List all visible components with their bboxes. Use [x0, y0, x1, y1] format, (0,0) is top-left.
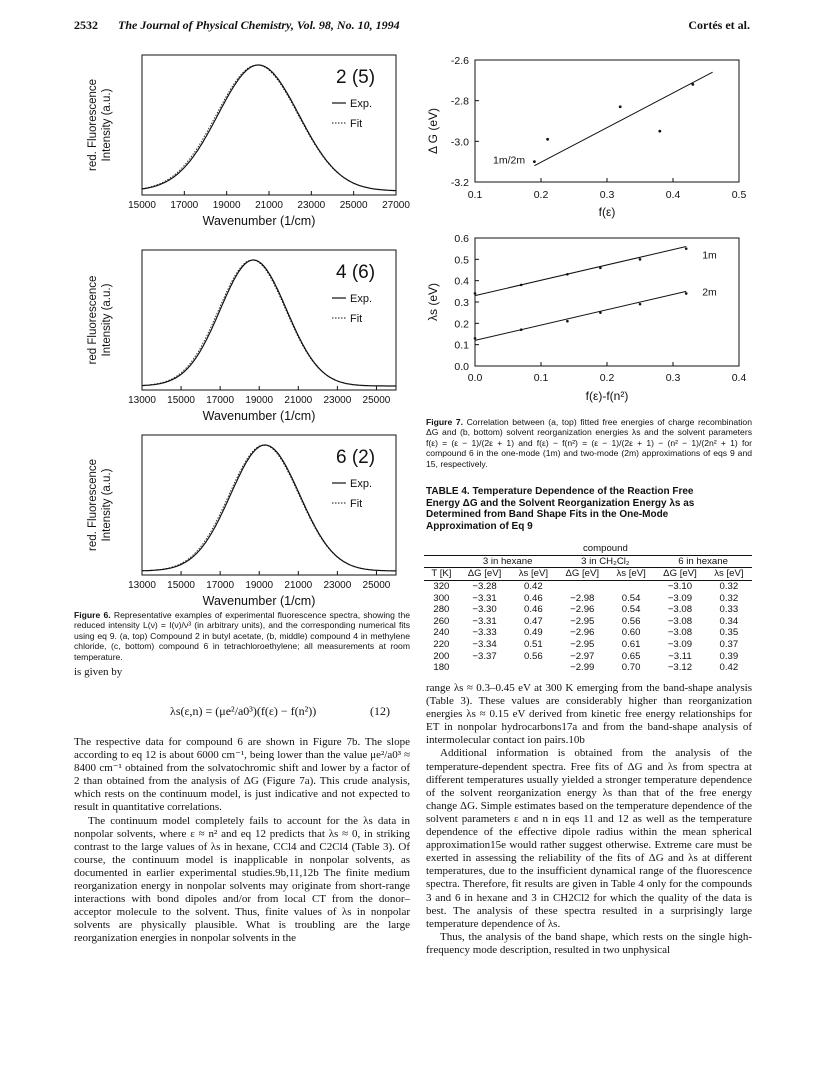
x-axis-label: f(ε) [598, 205, 616, 219]
table-group-header: 3 in hexane [459, 555, 557, 568]
data-point-2m [520, 328, 523, 331]
x-tick-label: 21000 [284, 580, 313, 591]
table-cell: 0.65 [621, 650, 641, 662]
y-tick-label: 0.5 [454, 254, 469, 267]
table-row [424, 662, 752, 674]
x-tick-label: 21000 [284, 395, 313, 406]
table-cell: 0.61 [621, 639, 641, 651]
right-paragraph-1: range λs ≈ 0.3–0.45 eV at 300 K emerging from the band-shape analysis (Table 3). These values are considerably higher than reorganization energies λs ≈ 0.15 eV derived from kinetic free energy relationships for ET in nonpolar hydrocarbons17a and from the band-shape analysis of intermolecular contact ion pairs.10b [426, 682, 752, 747]
x-axis-label: f(ε)-f(n²) [585, 389, 629, 403]
table-cell: 300 [433, 592, 450, 604]
table-cell: 0.49 [524, 627, 543, 639]
table-cell: 0.46 [524, 604, 543, 616]
y-axis-label-1: red Fluorescence [87, 275, 99, 365]
figure-7-caption-label: Figure 7. [426, 417, 464, 427]
x-tick-label: 19000 [245, 395, 274, 406]
panel-label: 2 (5) [336, 67, 376, 88]
table-cell [459, 662, 511, 674]
figure-6-panel-2 [87, 250, 396, 423]
x-axis-label: Wavenumber (1/cm) [202, 409, 316, 423]
table-cell: 260 [433, 615, 450, 627]
table-column-header: T [K] [424, 568, 459, 581]
x-tick-label: 27000 [382, 200, 410, 211]
table-column-header: λs [eV] [510, 568, 556, 581]
annotation-1m2m: 1m/2m [493, 154, 526, 167]
data-point-1m [566, 273, 569, 276]
right-paragraph-2: Additional information is obtained from the analysis of the temperature-dependent spectra. Free fits of ΔG and λs from spectra at different temperatures usually yielded a stronger temperature dependence of the solvent reorganization energy λs than that of the free energy change ΔG. Simple estimates based on the temperature dependence of the solvent parameters ε and n in eqs 11 and 12 as well as the temperature dependence of the effective dipole radius within the mean spherical approximation15e would rather suggest otherwise. Extreme care must be exerted in assessing the reliability of the fits of ΔG and λs at different temperatures, due to the insufficient dynamical range of the fluorescence spectra. Therefore, fit results are given in Table 4 only for the compounds 3 and 6 in hexane and 3 in CH2Cl2 for which the quality of the data is best. The analysis of these spectra resulted in a surprisingly large temperature dependence of λs. [426, 747, 752, 930]
y-tick-label: -2.6 [450, 55, 469, 67]
table-row [424, 604, 752, 616]
x-tick-label: 0.4 [731, 372, 747, 384]
x-tick-label: 25000 [339, 200, 368, 211]
figure-6-panel-3 [87, 435, 396, 608]
legend-fit-label: Fit [350, 498, 363, 510]
x-tick-label: 23000 [323, 395, 352, 406]
table-group-header: 3 in CH₂Cl₂ [557, 555, 655, 568]
running-authors: Cortés et al. [688, 18, 750, 32]
y-axis-label-2: Intensity (a.u.) [101, 283, 113, 357]
table-cell: 200 [433, 650, 450, 662]
x-tick-label: 0.1 [533, 372, 549, 384]
y-tick-label: 0.2 [454, 318, 469, 331]
table-cell: 220 [433, 639, 450, 651]
x-tick-label: 15000 [167, 580, 195, 591]
table-cell: −2.98 [570, 592, 595, 604]
table-cell: −3.30 [472, 604, 497, 616]
y-axis-label-2: Intensity (a.u.) [101, 88, 113, 162]
table-cell [608, 580, 654, 592]
series-label-2m: 2m [702, 286, 717, 299]
table-cell: −3.11 [668, 650, 692, 662]
x-tick-label: 19000 [212, 200, 241, 211]
table-cell: −3.34 [472, 639, 497, 651]
table-cell: 0.46 [524, 592, 543, 604]
x-tick-label: 0.4 [665, 189, 681, 201]
series-line-1m [475, 247, 686, 296]
plot-frame [475, 238, 739, 366]
x-tick-label: 21000 [255, 200, 283, 211]
x-tick-label: 23000 [297, 200, 326, 211]
x-tick-label: 15000 [128, 200, 156, 211]
table-column-header: λs [eV] [706, 568, 752, 581]
series-label-1m: 1m [702, 249, 717, 262]
x-tick-label: 13000 [128, 580, 156, 591]
data-point-1m [599, 267, 602, 270]
y-axis-label-2: Intensity (a.u.) [101, 468, 113, 542]
table-cell: 0.56 [621, 615, 641, 627]
table-4 [424, 543, 752, 674]
data-point-1m [639, 258, 642, 261]
x-tick-label: 17000 [170, 200, 199, 211]
table-cell: −3.08 [667, 627, 693, 639]
right-column-body [426, 682, 752, 957]
table-cell: 0.60 [621, 627, 641, 639]
table-cell: 240 [433, 627, 450, 639]
data-point-1m [474, 292, 477, 295]
table-cell: 0.32 [719, 592, 739, 604]
data-point-1m [685, 247, 688, 250]
equation-12: λs(ε,n) = (μe²/a0³)(f(ε) − f(n²)) [170, 704, 317, 718]
data-point [691, 83, 694, 86]
x-tick-label: 0.3 [599, 189, 615, 201]
table-column-header: ΔG [eV] [459, 568, 511, 581]
table-column-header: λs [eV] [608, 568, 654, 581]
table-row [424, 650, 752, 662]
data-point [619, 105, 622, 108]
table-cell: −3.28 [472, 581, 497, 593]
x-tick-label: 0.2 [533, 189, 549, 201]
table-cell: 0.34 [719, 615, 739, 627]
figure-7-caption [426, 417, 752, 469]
x-tick-label: 19000 [245, 580, 274, 591]
y-tick-label: 0.6 [454, 233, 469, 245]
left-column-text [74, 666, 410, 679]
table-cell: −2.95 [570, 639, 595, 651]
figure-6-caption-label: Figure 6. [74, 610, 111, 620]
data-point-2m [685, 292, 688, 295]
figure-7-caption-text: Correlation between (a, top) fitted free energies of charge recombination ΔG and (b, bottom) solvent reorganization energies λs and the solvent parameters f(ε) = (ε − 1)/(2ε + 1) and f(ε) − f(n²) = (ε − 1)/(2ε + 1) − (n² − 1)/(2n² + 1) for compound 6 in the one-mode (1m) and two-mode (2m) approximations of eqs 9 and 15, respectively. [426, 417, 752, 469]
journal-title: The Journal of Physical Chemistry, Vol. 98, No. 10, 1994 [118, 18, 400, 32]
data-point [546, 138, 549, 141]
table-cell: −3.37 [472, 650, 497, 662]
table-cell: −2.96 [570, 604, 595, 616]
data-point [658, 130, 661, 133]
table-column-header: ΔG [eV] [557, 568, 609, 581]
table-4-title: TABLE 4. Temperature Dependence of the Reaction Free Energy ΔG and the Solvent Reorganization Energy λs as Determined from Band Shape Fits in the One-Mode Approximation of Eq 9 [426, 486, 695, 532]
table-cell: −2.99 [570, 662, 595, 674]
data-point-2m [599, 311, 602, 314]
table-cell: −3.09 [667, 639, 693, 651]
table-cell: −3.12 [667, 662, 693, 674]
table-cell: −3.31 [472, 615, 497, 627]
data-point-1m [520, 284, 523, 287]
table-compound-header: compound [459, 543, 752, 555]
table-row [424, 616, 752, 628]
table-cell: 320 [433, 581, 450, 593]
table-cell: 0.39 [719, 650, 739, 662]
table-column-header: ΔG [eV] [654, 568, 706, 581]
table-cell: 0.54 [621, 604, 641, 616]
table-cell: 0.47 [524, 615, 543, 627]
y-axis-label-1: red. Fluorescence [87, 458, 99, 552]
y-tick-label: 0.1 [454, 339, 469, 352]
x-tick-label: 17000 [206, 580, 235, 591]
equation-number: (12) [370, 704, 390, 718]
x-tick-label: 0.5 [731, 189, 747, 201]
x-tick-label: 0.1 [467, 189, 483, 201]
table-cell: 0.56 [524, 650, 543, 662]
figure-6-caption [74, 610, 410, 662]
x-tick-label: 17000 [206, 395, 235, 406]
data-point-2m [474, 337, 477, 340]
x-tick-label: 13000 [128, 395, 156, 406]
y-axis-label-1: red. Fluorescence [87, 78, 99, 172]
y-axis-label: λs (eV) [426, 282, 440, 322]
table-cell: 0.42 [719, 662, 739, 674]
table-cell [557, 580, 609, 592]
table-group-header: 6 in hexane [654, 555, 752, 568]
page-number: 2532 [74, 18, 98, 32]
x-tick-label: 0.2 [599, 372, 615, 384]
x-tick-label: 25000 [362, 580, 391, 591]
left-column-body [74, 736, 410, 946]
table-cell: −3.33 [472, 627, 497, 639]
table-cell: 0.33 [719, 604, 739, 616]
y-axis-label: Δ G (eV) [426, 107, 440, 155]
figure-6-caption-text: Representative examples of experimental fluorescence spectra, showing the reduced intensity L(ν) = I(ν)/ν³ (in arbitrary units), and the corresponding numerical fits using eq 9. (a, top) Compound 2 in butyl acetate, (b, middle) compound 4 in methylene chloride, (c, bottom) compound 6 in tetrachloroethylene; all measurements at room temperature. [74, 610, 411, 662]
given-by-text: is given by [74, 666, 123, 678]
table-cell: 0.32 [719, 581, 739, 593]
figure-7b [426, 233, 746, 403]
legend-exp-label: Exp. [350, 293, 373, 305]
legend-exp-label: Exp. [350, 478, 373, 490]
figure-6 [70, 50, 410, 610]
table-cell: 0.42 [524, 581, 543, 593]
data-point [533, 160, 536, 163]
table-cell: 0.54 [621, 592, 641, 604]
table-row [424, 627, 752, 639]
y-tick-label: 0.0 [454, 361, 469, 373]
y-tick-label: 0.3 [454, 297, 469, 309]
fit-line [534, 72, 712, 166]
data-point-2m [566, 320, 569, 323]
table-cell: −2.97 [570, 650, 595, 662]
table-row [424, 580, 752, 592]
table-cell: 280 [433, 604, 450, 616]
table-cell: −3.08 [667, 604, 693, 616]
left-paragraph-1: The respective data for compound 6 are shown in Figure 7b. The slope according to eq 12 is about 6000 cm⁻¹, being lower than the value μe²/a0³ ≈ 8400 cm⁻¹ obtained from the solvatochromic shift and lower by a factor of 2 than obtained from the analysis of ΔG (Figure 7a). This crude analysis, which rests on the continuum model, is just indicative and not expected to result in quantitative correlations. [74, 736, 410, 814]
legend-fit-label: Fit [350, 313, 363, 325]
table-cell: 0.37 [719, 639, 739, 651]
table-row [424, 639, 752, 651]
x-axis-label: Wavenumber (1/cm) [202, 214, 316, 228]
series-line-2m [475, 291, 686, 340]
table-cell: 0.51 [524, 639, 543, 651]
x-tick-label: 15000 [167, 395, 195, 406]
figure-7a [426, 55, 746, 219]
legend-fit-label: Fit [350, 118, 363, 130]
legend-exp-label: Exp. [350, 98, 373, 110]
table-cell: −3.31 [472, 592, 497, 604]
panel-label: 4 (6) [336, 262, 376, 283]
y-tick-label: -3.0 [450, 136, 469, 149]
table-cell: 0.70 [621, 662, 641, 674]
table-cell: 0.35 [719, 627, 739, 639]
panel-label: 6 (2) [336, 447, 376, 468]
table-row [424, 592, 752, 604]
x-tick-label: 25000 [362, 395, 391, 406]
right-paragraph-3: Thus, the analysis of the band shape, which rests on the single high-frequency mode description, resulted in two unphysical [426, 930, 752, 956]
x-axis-label: Wavenumber (1/cm) [202, 594, 316, 608]
x-tick-label: 0.3 [665, 372, 681, 384]
table-cell: −3.08 [667, 615, 693, 627]
x-tick-label: 23000 [323, 580, 352, 591]
table-cell: −2.96 [570, 627, 595, 639]
table-cell: 180 [433, 662, 450, 674]
y-tick-label: -3.2 [450, 177, 469, 189]
figure-7 [420, 52, 760, 412]
x-tick-label: 0.0 [467, 372, 483, 384]
table-cell [510, 662, 556, 674]
table-cell: −2.95 [570, 615, 595, 627]
table-cell: −3.09 [667, 592, 693, 604]
figure-6-panel-1 [87, 55, 410, 228]
data-point-2m [639, 303, 642, 306]
y-tick-label: 0.4 [454, 275, 469, 288]
table-cell: −3.10 [667, 581, 693, 593]
left-paragraph-2: The continuum model completely fails to account for the λs data in nonpolar solvents, where ε ≈ n² and eq 12 predicts that λs ≈ 0, in striking contrast to the large values of λs in hexane, CCl4 and C2Cl4 (Table 3). Of course, the continuum model is inapplicable in nonpolar solvents, as documented in earlier experimental studies.9b,11,12b The finite medium reorganization energy in nonpolar solvents may originate from short-range interactions with bond dipoles and/or from local CT from the donor–acceptor molecule to the solvent. Thus, finite values of λs in nonpolar solvents are physically plausible. What is troubling are the large reorganization energies in nonpolar solvents in the [74, 814, 410, 945]
y-tick-label: -2.8 [450, 95, 469, 108]
